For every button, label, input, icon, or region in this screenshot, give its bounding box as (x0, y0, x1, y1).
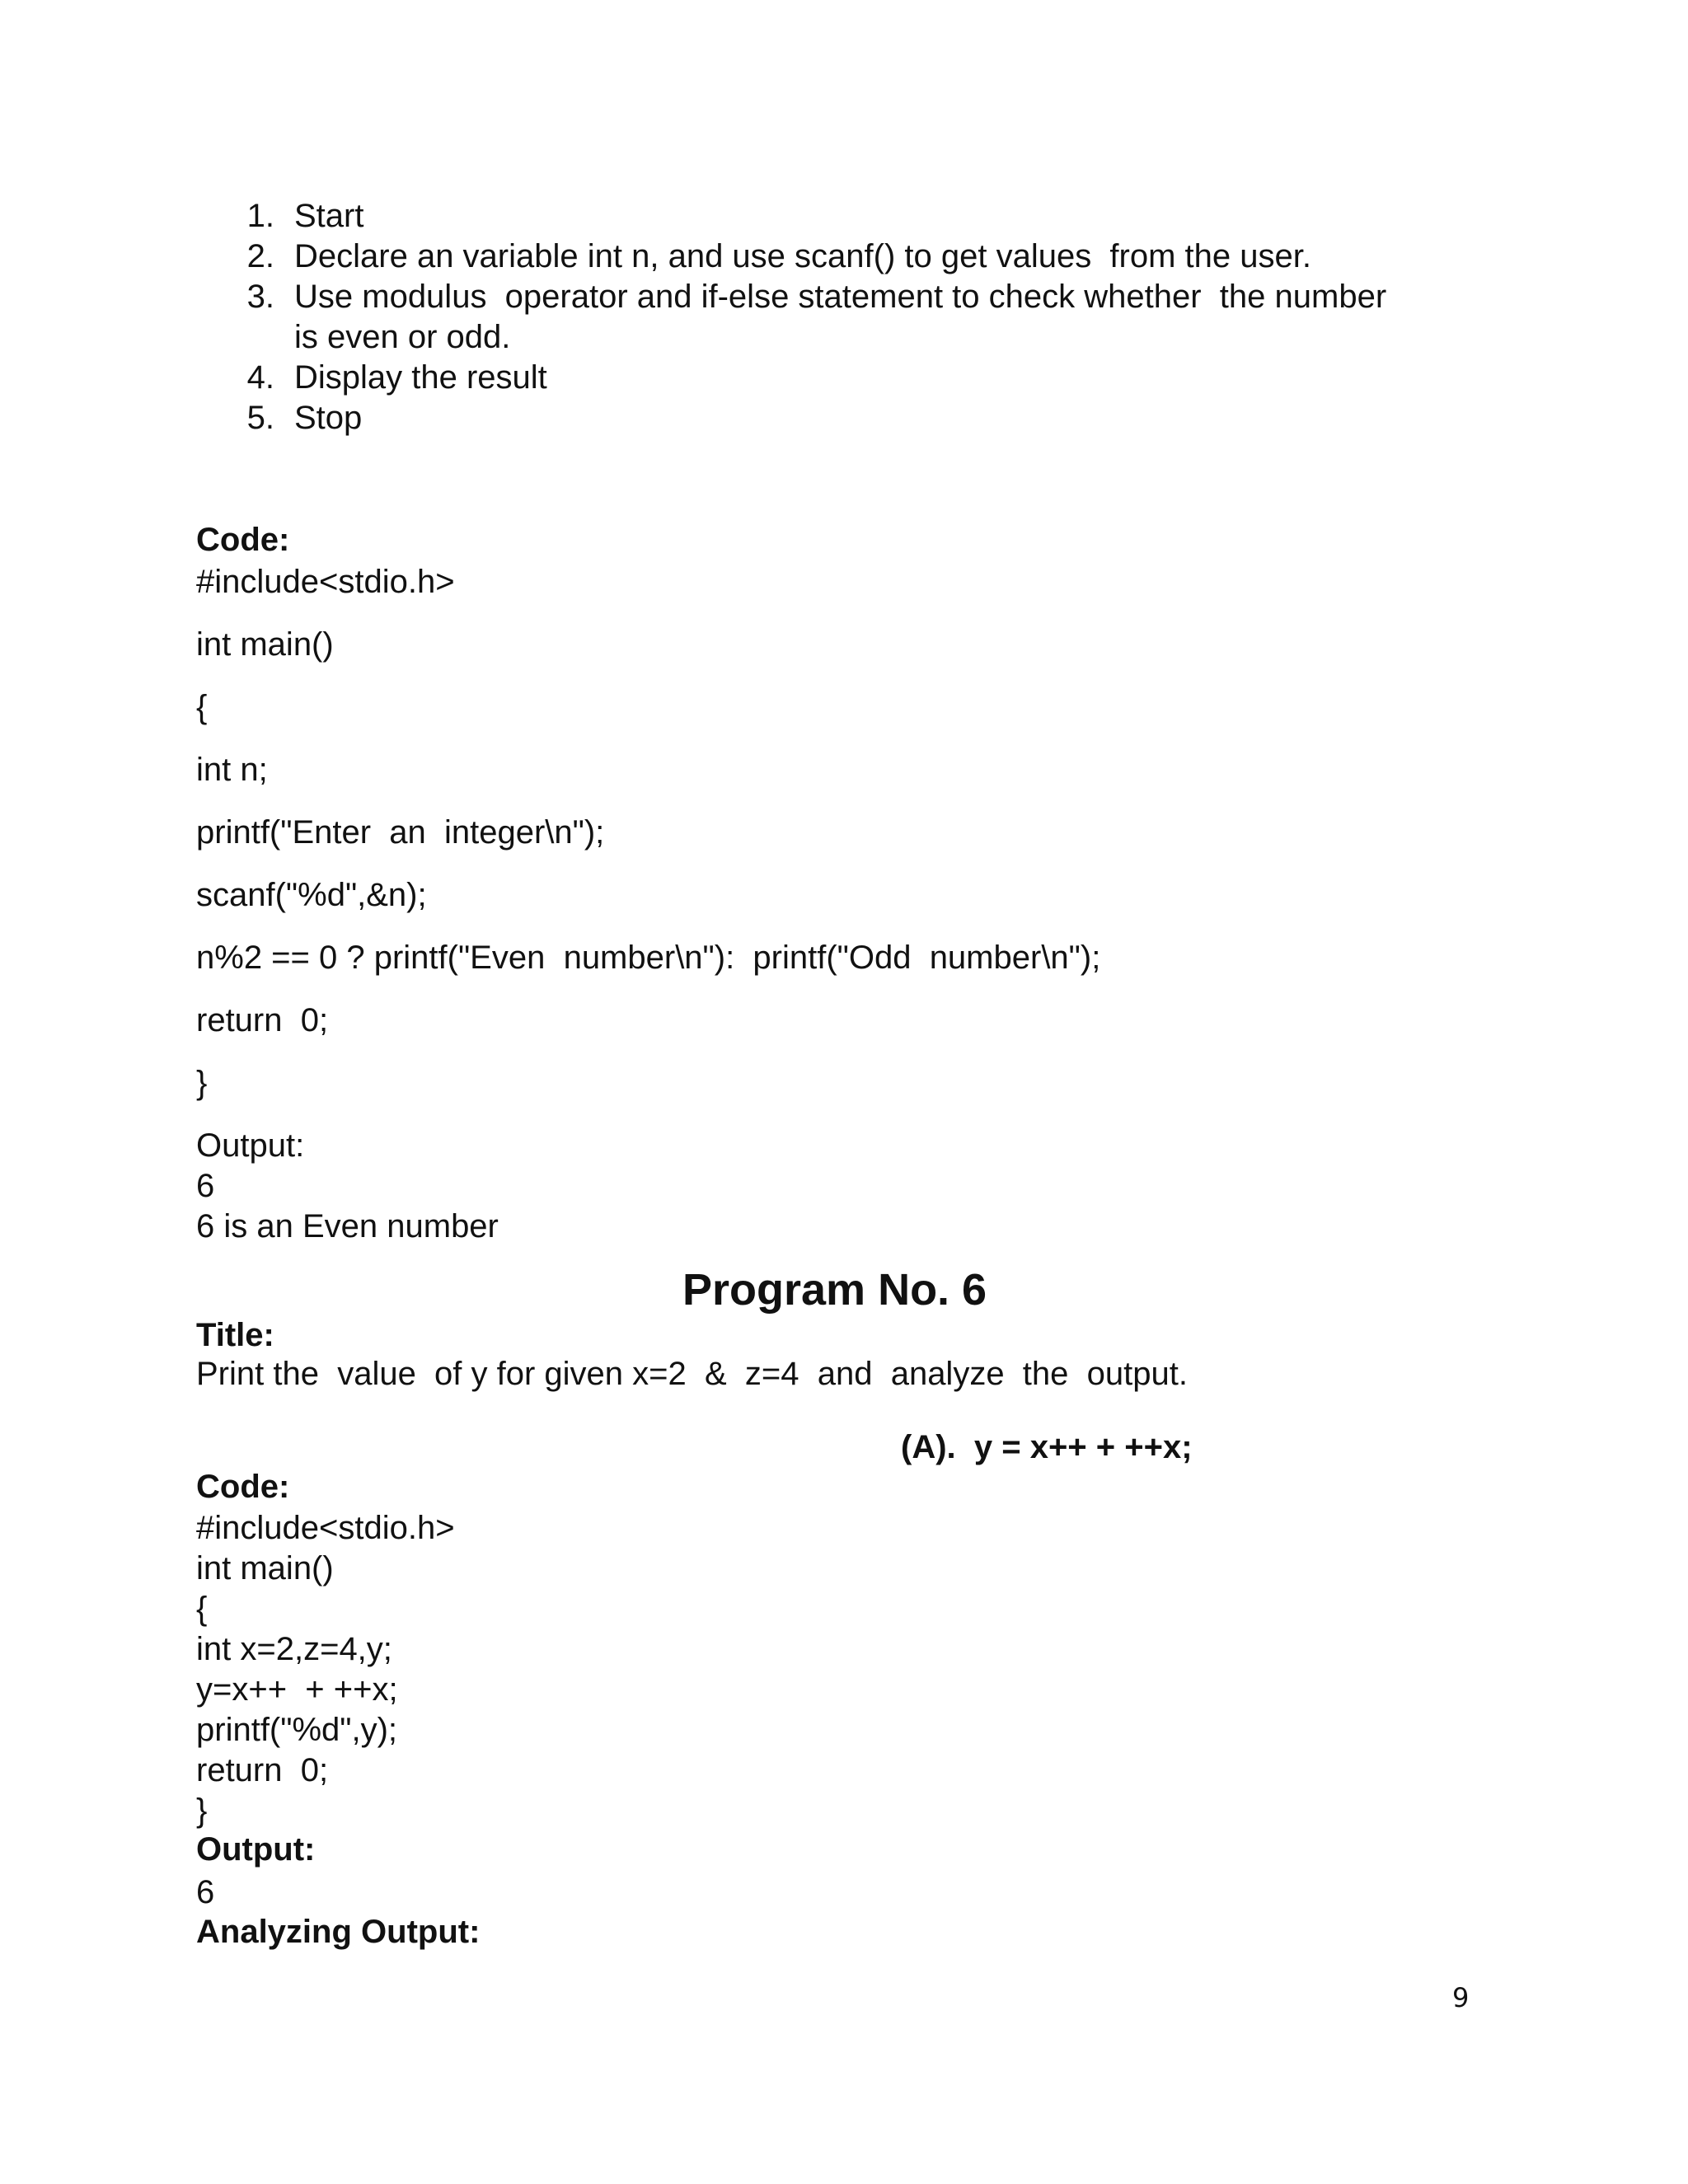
code-line: #include<stdio.h> (196, 564, 455, 600)
output-line: 6 (196, 1168, 215, 1204)
output-value: 6 (196, 1874, 215, 1910)
step-text: Stop (294, 400, 363, 436)
output-line: 6 is an Even number (196, 1208, 499, 1244)
code-line: y=x++ + ++x; (196, 1671, 398, 1708)
step-number: 4. (246, 359, 274, 396)
code-line: int main() (196, 1550, 334, 1586)
code-line: return 0; (196, 1002, 329, 1038)
code-line: { (196, 689, 208, 725)
code-line: printf("%d",y); (196, 1712, 398, 1748)
title-label: Title: (196, 1317, 274, 1353)
step-number: 1. (246, 198, 274, 234)
analyzing-output-heading: Analyzing Output: (196, 1914, 481, 1950)
code-heading: Code: (196, 522, 290, 558)
code-line: printf("Enter an integer\n"); (196, 814, 605, 851)
output-heading: Output: (196, 1831, 316, 1868)
step-text: Display the result (294, 359, 547, 396)
code-line: int n; (196, 752, 268, 788)
step-number: 5. (246, 400, 274, 436)
step-text: Use modulus operator and if-else statement to check whether the number (294, 279, 1387, 315)
page-number: 9 (1452, 1982, 1470, 2013)
output-heading: Output: (196, 1127, 305, 1164)
code-heading: Code: (196, 1469, 290, 1505)
step-text-continued: is even or odd. (294, 319, 511, 355)
code-line: { (196, 1591, 208, 1627)
code-line: } (196, 1065, 208, 1101)
code-line: scanf("%d",&n); (196, 877, 427, 913)
code-line: n%2 == 0 ? printf("Even number\n"): printf("Odd number\n"); (196, 940, 1101, 976)
code-line: int main() (196, 626, 334, 663)
step-text: Declare an variable int n, and use scanf() to get values from the user. (294, 238, 1311, 274)
step-number: 2. (246, 238, 274, 274)
title-text: Print the value of y for given x=2 & z=4 and analyze the output. (196, 1356, 1188, 1392)
step-number: 3. (246, 279, 274, 315)
code-line: #include<stdio.h> (196, 1510, 455, 1546)
code-line: } (196, 1793, 208, 1829)
program-heading: Program No. 6 (682, 1265, 987, 1315)
code-line: return 0; (196, 1752, 329, 1788)
step-text: Start (294, 198, 364, 234)
subheading: (A). y = x++ + ++x; (901, 1429, 1193, 1465)
code-line: int x=2,z=4,y; (196, 1631, 392, 1667)
